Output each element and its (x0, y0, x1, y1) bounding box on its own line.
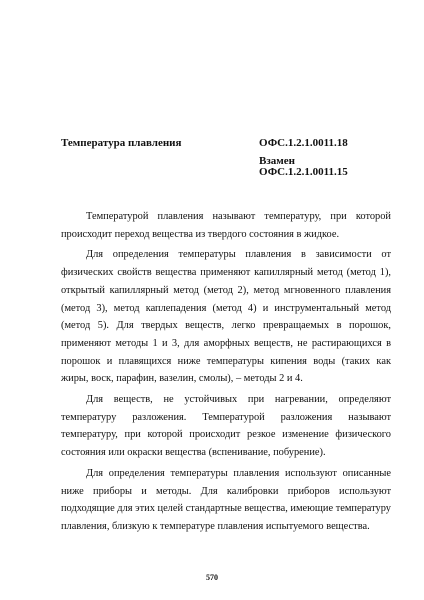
paragraph-decomposition: Для веществ, не устойчивых при нагревании, определяют температуру разложения. Температурой разложения называют температуру, при которой происходит резкое изменение физического состояния или окраски вещества (вспенивание, побурение). (61, 394, 391, 459)
body-text (61, 208, 391, 539)
replaces-label: Взамен (259, 155, 295, 167)
paragraph-calibration: Для определения температуры плавления используют описанные ниже приборы и методы. Для калибровки приборов используют подходящие для этих целей стандартные вещества, имеющие температуру плавления, близкую к температуре плавления испытуемого вещества. (61, 467, 391, 532)
page-number: 570 (206, 573, 218, 582)
paragraph-methods: Для определения температуры плавления в зависимости от физических свойств вещества применяют капиллярный метод (метод 1), открытый капиллярный метод (метод 2), метод мгновенного плавления (метод 3), метод каплепадения (метод 4) и инструментальный метод (метод 5). Для твердых веществ, легко превращаемых в порошок, применяют методы 1 и 3, для аморфных веществ, не растирающихся в порошок и плавящихся ниже температуры кипения воды (таких как жиры, воск, парафин, вазелин, смолы), – методы 2 и 4. (61, 249, 391, 385)
replaced-document-code: ОФС.1.2.1.0011.15 (259, 166, 348, 178)
section-title: Температура плавления (61, 137, 182, 149)
document-code: ОФС.1.2.1.0011.18 (259, 137, 348, 149)
paragraph-definition: Температурой плавления называют температуру, при которой происходит переход вещества из твердого состояния в жидкое. (61, 211, 391, 240)
